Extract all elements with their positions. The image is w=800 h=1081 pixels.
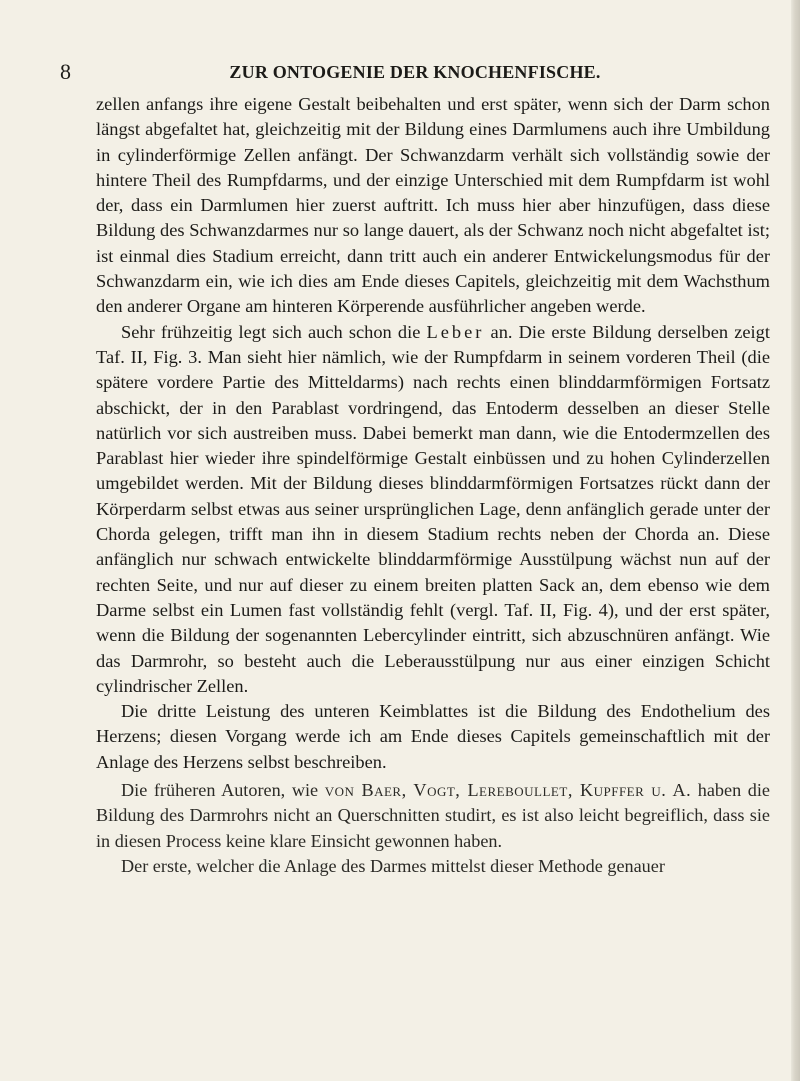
note-paragraph-1 bbox=[96, 778, 770, 854]
paragraph-2 bbox=[96, 320, 770, 699]
emphasis-leber: Leber bbox=[426, 321, 485, 342]
main-text bbox=[96, 92, 770, 775]
author-names: von Baer, Vogt, Lereboullet, Kupffer u. A. bbox=[324, 780, 692, 800]
paragraph-3: Die dritte Leistung des unteren Keimblattes ist die Bildung des Endothelium des Herzens; diesen Vorgang werde ich am Ende dieses Capitels gemeinschaftlich mit der Anlage des Herzens selbst beschreiben. bbox=[96, 701, 770, 772]
paragraph-1: zellen anfangs ihre eigene Gestalt beibehalten und erst später, wenn sich der Darm schon längst abgefaltet hat, gleichzeitig mit der Bildung eines Darmlumens auch ihre Umbildung in cylinderförmige Zellen anfängt. Der Schwanzdarm verhält sich vollständig sowie der hintere Theil des Rumpfdarms, und der einzige Unterschied mit dem Rumpfdarm ist wohl der, dass ein Darmlumen hier zuerst auftritt. Ich muss hier aber hinzufügen, dass diese Bildung des Schwanzdarmes nur so lange dauert, als der Schwanz noch nicht abgefaltet ist; ist einmal dies Stadium erreicht, dann tritt auch ein anderer Entwickelungsmodus für der Schwanzdarm ein, wie ich dies am Ende dieses Capitels, gleichzeitig mit dem Wachsthum den anderer Organe am hinteren Körperende ausführlicher angeben werde. bbox=[96, 94, 770, 317]
running-title: ZUR ONTOGENIE DER KNOCHENFISCHE. bbox=[229, 62, 601, 82]
paragraph-2-rest: an. Die erste Bildung derselben zeigt Taf. II, Fig. 3. Man sieht hier nämlich, wie der Rumpfdarm in seinem vorderen Theil (die spätere vordere Partie des Mitteldarms) nach rechts einen blinddarmförmigen Fortsatz abschickt, der in den Parablast vordringend, das Entoderm desselben an dieser Stelle natürlich vor sich austreiben muss. Dabei bemerkt man dann, wie die Entodermzellen des Parablast hier wieder ihre spindelförmige Gestalt einbüssen und zu hohen Cylinderzellen umgebildet werden. Mit der Bildung dieses blinddarmförmigen Fortsatzes rückt dann der Körperdarm selbst etwas aus seiner ursprünglichen Lage, denn anfänglich gerade unter der Chorda gelegen, trifft man ihn in diesem Stadium rechts neben der Chorda an. Diese anfänglich nur schwach entwickelte blinddarmförmige Ausstülpung wächst nun auf der rechten Seite, und nur auf dieser zu einem breiten platten Sack an, dem ebenso wie dem Darme selbst ein Lumen fast vollständig fehlt (vergl. Taf. II, Fig. 4), und der erst später, wenn die Bildung der sogenannten Lebercylinder eintritt, sich abzuschnüren anfängt. Wie das Darmrohr, so besteht auch die Leberausstülpung nur aus einer einzigen Schicht cylindrischer Zellen. bbox=[96, 321, 770, 696]
page-edge bbox=[791, 0, 800, 1081]
running-head bbox=[60, 57, 770, 87]
note-paragraph-2: Der erste, welcher die Anlage des Darmes mittelst dieser Methode genauer bbox=[121, 855, 665, 876]
note-paragraph-1-rest: haben die Bildung des Darmrohrs nicht an Querschnitten studirt, es ist also leicht begreiflich, dass sie in diesen Process keine klare Einsicht gewonnen haben. bbox=[96, 780, 770, 851]
paragraph-2-start: Sehr frühzeitig legt sich auch schon die bbox=[121, 321, 427, 342]
note-text bbox=[96, 778, 770, 879]
note-paragraph-1-start: Die früheren Autoren, wie bbox=[121, 780, 325, 800]
page-number: 8 bbox=[60, 59, 71, 84]
